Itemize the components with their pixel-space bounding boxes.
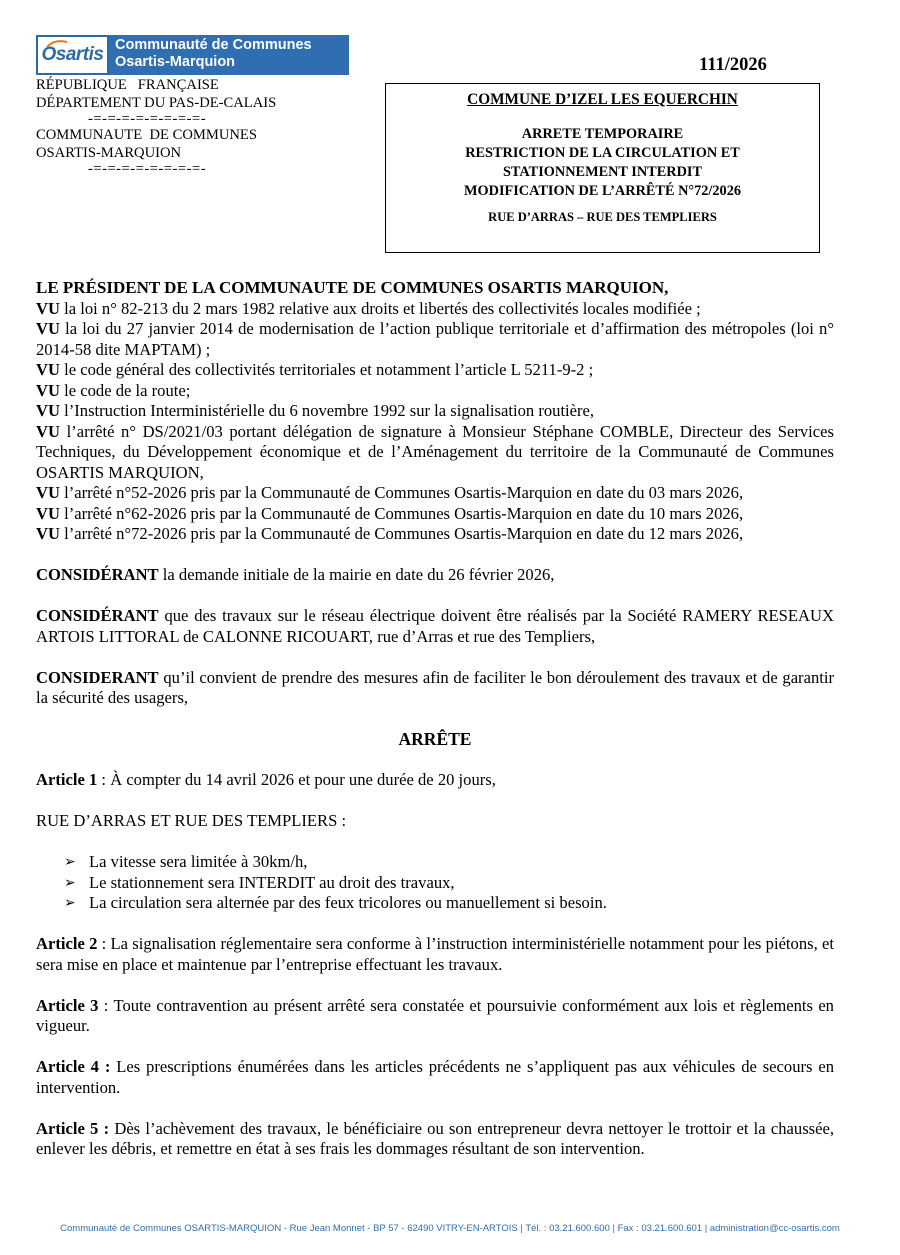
logo-swoosh-icon bbox=[46, 39, 68, 49]
article-1-measures bbox=[36, 852, 834, 914]
logo-line-1: Communauté de Communes bbox=[115, 37, 312, 53]
vu-text: la loi n° 82-213 du 2 mars 1982 relative aux droits et libertés des collectivités locales modifiée ; bbox=[64, 298, 701, 318]
order-title-line-2: RESTRICTION DE LA CIRCULATION ET bbox=[465, 145, 740, 161]
measure-item: ➢ La vitesse sera limitée à 30km/h, bbox=[64, 852, 834, 873]
department-line: DÉPARTEMENT DU PAS-DE-CALAIS bbox=[36, 95, 277, 111]
vu-paragraph bbox=[36, 504, 834, 525]
vu-text: le code général des collectivités territoriales et notamment l’article L 5211-9-2 ; bbox=[64, 360, 594, 379]
article-label: Article 1 bbox=[36, 770, 98, 789]
measure-item: ➢ Le stationnement sera INTERDIT au droit des travaux, bbox=[64, 873, 834, 894]
vu-paragraph bbox=[36, 299, 834, 320]
issuer-header bbox=[36, 76, 336, 176]
logo-mark-text: Osartis bbox=[41, 44, 104, 65]
article-text: : À compter du 14 avril 2026 et pour une durée de 20 jours, bbox=[97, 770, 496, 789]
vu-text: l’arrêté n° DS/2021/03 portant délégation de signature à Monsieur Stéphane COMBLE, Directeur des Services Techniques, du Développement économique et de l’Aménagement du territoire de la Communauté de Communes OSARTIS MARQUION, bbox=[36, 421, 834, 482]
separator-2: -=-=-=-=-=-=-=-=- bbox=[88, 161, 207, 177]
vu-text: l’arrêté n°72-2026 pris par la Communauté de Communes Osartis-Marquion en date du 12 mars 2026, bbox=[64, 524, 744, 543]
article-text: : La signalisation réglementaire sera conforme à l’instruction interministérielle notamment pour les piétons, et sera mise en place et maintenue par l’entreprise effectuant les travaux. bbox=[36, 934, 834, 974]
article-2 bbox=[36, 934, 834, 975]
considerant-label: CONSIDERANT bbox=[36, 667, 159, 687]
separator-1: -=-=-=-=-=-=-=-=- bbox=[88, 111, 207, 127]
considerant-paragraph bbox=[36, 668, 834, 709]
article-text: : Toute contravention au présent arrêté sera constatée et poursuivie conformément aux lois et règlements en vigueur. bbox=[36, 995, 834, 1035]
arrete-heading: ARRÊTE bbox=[398, 729, 472, 749]
vu-paragraph bbox=[36, 524, 834, 545]
article-1-streets: RUE D’ARRAS ET RUE DES TEMPLIERS : bbox=[36, 811, 347, 830]
article-3 bbox=[36, 996, 834, 1037]
vu-label: VU bbox=[36, 380, 60, 400]
osartis-logo-mark bbox=[36, 35, 109, 75]
streets-subtitle: RUE D’ARRAS – RUE DES TEMPLIERS bbox=[488, 210, 717, 224]
logo-line-2: Osartis-Marquion bbox=[115, 54, 236, 70]
vu-label: VU bbox=[36, 503, 60, 523]
vu-label: VU bbox=[36, 421, 60, 441]
vu-label: VU bbox=[36, 401, 60, 420]
document-number: 111/2026 bbox=[699, 55, 767, 75]
considerant-label: CONSIDÉRANT bbox=[36, 606, 159, 625]
article-label: Article 4 : bbox=[36, 1057, 111, 1076]
vu-text: l’arrêté n°62-2026 pris par la Communauté de Communes Osartis-Marquion en date du 10 mars 2026, bbox=[64, 503, 744, 523]
vu-label: VU bbox=[36, 298, 60, 318]
vu-paragraph bbox=[36, 360, 834, 381]
vu-paragraph bbox=[36, 483, 834, 504]
page-footer: Communauté de Communes OSARTIS-MARQUION - Rue Jean Monnet - BP 57 - 62490 VITRY-EN-ARTOIS | Tél. : 03.21.600.600 | Fax : 03.21.600.601 | administration@cc-osartis.com bbox=[60, 1223, 840, 1234]
order-title-line-3: STATIONNEMENT INTERDIT bbox=[502, 164, 702, 180]
article-4 bbox=[36, 1057, 834, 1098]
president-heading: LE PRÉSIDENT DE LA COMMUNAUTE DE COMMUNES OSARTIS MARQUION, bbox=[36, 278, 669, 297]
order-title-line-4: MODIFICATION DE L’ARRÊTÉ N°72/2026 bbox=[464, 183, 741, 199]
vu-paragraph bbox=[36, 401, 834, 422]
vu-label: VU bbox=[36, 319, 60, 338]
vu-paragraph bbox=[36, 381, 834, 402]
vu-label: VU bbox=[36, 524, 60, 543]
republic-line: RÉPUBLIQUE FRANÇAISE bbox=[36, 77, 219, 93]
vu-text: l’arrêté n°52-2026 pris par la Communauté de Communes Osartis-Marquion en date du 03 mars 2026, bbox=[64, 483, 744, 502]
osartis-logo bbox=[36, 35, 349, 75]
article-1 bbox=[36, 770, 834, 791]
community-line-1: COMMUNAUTE DE COMMUNES bbox=[36, 127, 257, 143]
considerant-text: qu’il convient de prendre des mesures afin de faciliter le bon déroulement des travaux et de garantir la sécurité des usagers, bbox=[36, 667, 834, 707]
article-label: Article 5 : bbox=[36, 1118, 110, 1138]
community-line-2: OSARTIS-MARQUION bbox=[36, 145, 182, 161]
order-title bbox=[386, 125, 819, 201]
considerant-paragraph bbox=[36, 565, 834, 586]
vu-paragraph bbox=[36, 422, 834, 484]
vu-label: VU bbox=[36, 360, 60, 379]
article-text: Dès l’achèvement des travaux, le bénéficiaire ou son entrepreneur devra nettoyer le trottoir et la chaussée, enlever les débris, et remettre en état à ses frais les dommages résultant de son intervention. bbox=[36, 1118, 834, 1158]
considerant-label: CONSIDÉRANT bbox=[36, 565, 159, 584]
considerant-text: que des travaux sur le réseau électrique doivent être réalisés par la Société RAMERY RESEAUX ARTOIS LITTORAL de CALONNE RICOUART, rue d’Arras et rue des Templiers, bbox=[36, 606, 834, 646]
vu-text: l’Instruction Interministérielle du 6 novembre 1992 sur la signalisation routière, bbox=[64, 401, 595, 420]
measure-item: ➢ La circulation sera alternée par des feux tricolores ou manuellement si besoin. bbox=[64, 893, 834, 914]
title-box bbox=[385, 83, 820, 253]
article-text: Les prescriptions énumérées dans les articles précédents ne s’appliquent pas aux véhicules de secours en intervention. bbox=[36, 1057, 834, 1097]
vu-text: le code de la route; bbox=[64, 380, 191, 400]
article-5 bbox=[36, 1119, 834, 1160]
considerant-paragraph bbox=[36, 606, 834, 647]
order-title-line-1: ARRETE TEMPORAIRE bbox=[521, 126, 684, 142]
article-label: Article 3 bbox=[36, 995, 99, 1015]
considerant-text: la demande initiale de la mairie en date du 26 février 2026, bbox=[162, 565, 555, 584]
article-label: Article 2 bbox=[36, 934, 98, 953]
vu-paragraph bbox=[36, 319, 834, 360]
vu-text: la loi du 27 janvier 2014 de modernisation de l’action publique territoriale et d’affirmation des métropoles (loi n° 2014-58 dite MAPTAM) ; bbox=[36, 319, 834, 359]
logo-name-band bbox=[109, 35, 349, 75]
commune-title: COMMUNE D’IZEL LES EQUERCHIN bbox=[467, 91, 738, 108]
document-body bbox=[36, 278, 834, 1160]
vu-label: VU bbox=[36, 483, 60, 502]
